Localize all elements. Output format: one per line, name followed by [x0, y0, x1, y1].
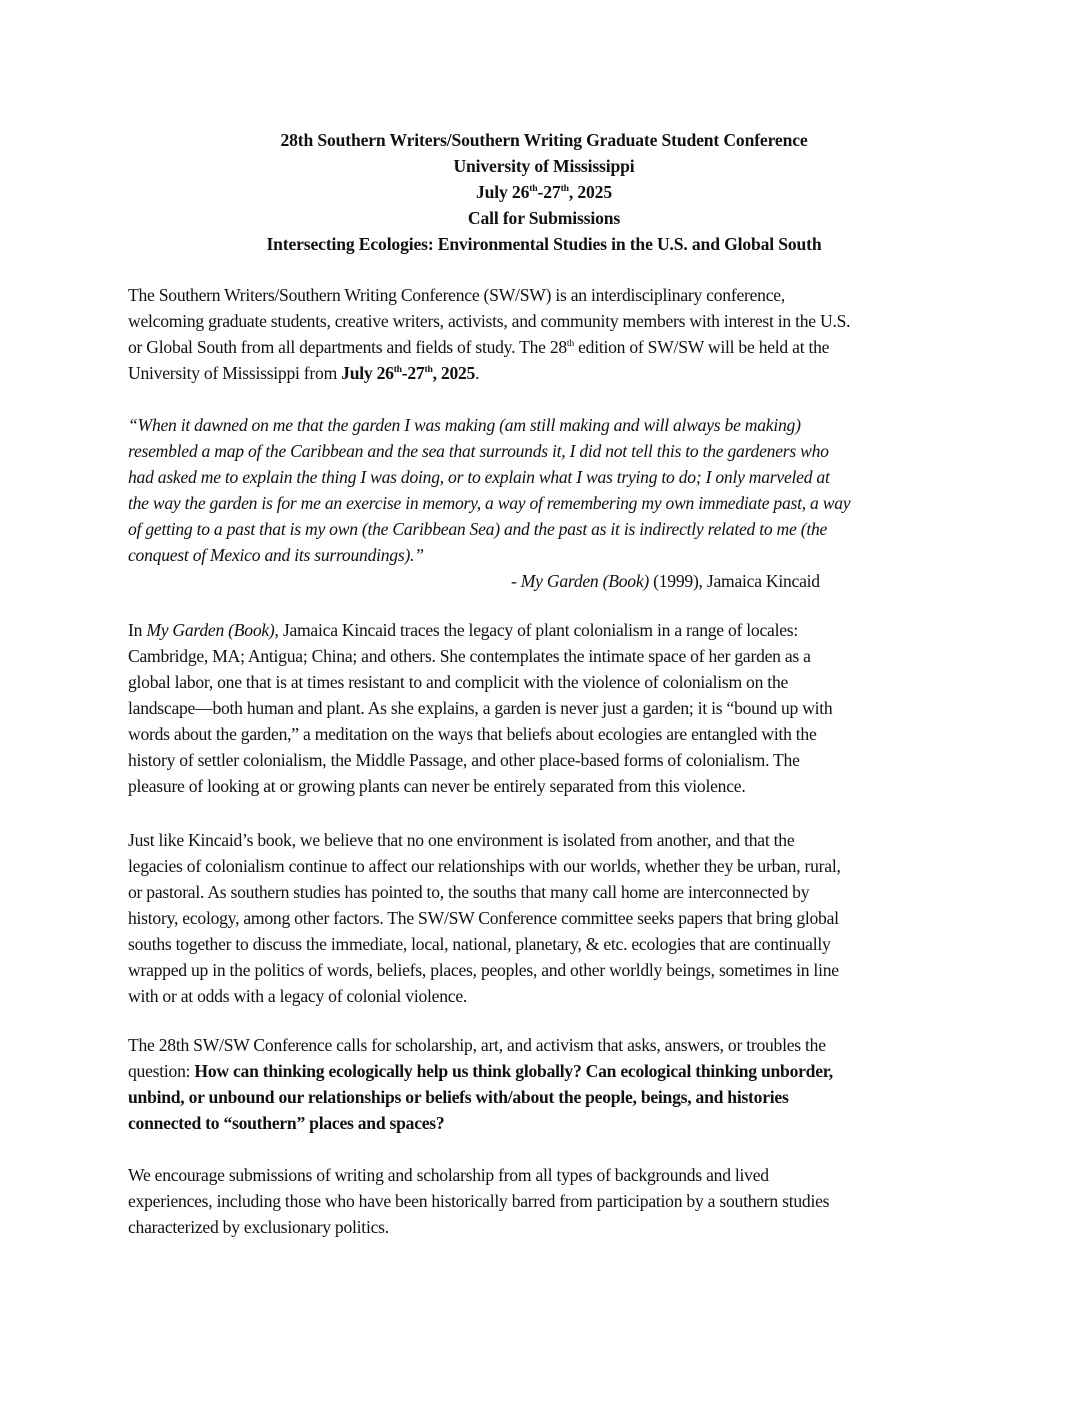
date-end: -27 — [537, 182, 561, 202]
central-question: connected to “southern” places and spaces? — [128, 1113, 445, 1133]
text-run: (1999), Jamaica Kincaid — [649, 571, 820, 591]
encourage-paragraph — [128, 1162, 978, 1240]
text-line: landscape—both human and plant. As she explains, a garden is never just a garden; it is “bound up with — [128, 698, 833, 718]
text-line: experiences, including those who have been historically barred from participation by a southern studies — [128, 1191, 830, 1211]
book-title: My Garden (Book) — [146, 620, 275, 640]
conference-title: 28th Southern Writers/Southern Writing Graduate Student Conference — [280, 130, 808, 150]
souths-paragraph — [128, 827, 978, 1009]
central-question: How can thinking ecologically help us think globally? Can ecological thinking unborder, — [194, 1061, 833, 1081]
text-run: edition of SW/SW will be held at the — [573, 337, 830, 357]
conference-dates — [0, 179, 1088, 205]
document-header — [0, 127, 1088, 257]
text-line: history, ecology, among other factors. The SW/SW Conference committee seeks papers that bring global — [128, 908, 839, 928]
university-name: University of Mississippi — [453, 156, 635, 176]
text-run: . — [475, 363, 480, 383]
date-year: , 2025 — [568, 182, 612, 202]
text-line: Cambridge, MA; Antigua; China; and others. She contemplates the intimate space of her garden as a — [128, 646, 811, 666]
text-run: - — [511, 571, 521, 591]
ordinal-suffix: th — [566, 337, 574, 349]
text-line: or pastoral. As southern studies has pointed to, the souths that many call home are interconnected by — [128, 882, 810, 902]
text-run: July 26 — [341, 363, 394, 383]
text-line: characterized by exclusionary politics. — [128, 1217, 389, 1237]
ordinal-suffix: th — [393, 363, 402, 375]
quote-line: resembled a map of the Caribbean and the sea that surrounds it, I did not tell this to the gardeners who — [128, 441, 829, 461]
quote-line: “When it dawned on me that the garden I was making (am still making and will always be making) — [128, 415, 801, 435]
call-for-submissions-heading: Call for Submissions — [467, 208, 621, 228]
quote-line: had asked me to explain the thing I was doing, or to explain what I was trying to do; I only marveled at — [128, 467, 830, 487]
text-run: question: — [128, 1061, 195, 1081]
text-line: wrapped up in the politics of words, beliefs, places, peoples, and other worldly beings, sometimes in line — [128, 960, 839, 980]
text-line: pleasure of looking at or growing plants can never be entirely separated from this violence. — [128, 776, 746, 796]
central-question: unbind, or unbound our relationships or beliefs with/about the people, beings, and histories — [128, 1087, 789, 1107]
text-line — [128, 334, 978, 360]
ordinal-suffix: th — [560, 182, 569, 194]
text-line — [128, 360, 978, 386]
text-line: global labor, one that is at times resistant to and complicit with the violence of colonialism on the — [128, 672, 789, 692]
text-line: The Southern Writers/Southern Writing Conference (SW/SW) is an interdisciplinary conference, — [128, 285, 785, 305]
text-line: souths together to discuss the immediate, local, national, planetary, & etc. ecologies that are continually — [128, 934, 831, 954]
quote-attribution — [128, 568, 978, 594]
ordinal-suffix: th — [424, 363, 433, 375]
text-run: University of Mississippi from — [128, 363, 342, 383]
book-title: My Garden (Book) — [520, 571, 649, 591]
text-line: words about the garden,” a meditation on the ways that beliefs about ecologies are entangled with the — [128, 724, 817, 744]
text-run: or Global South from all departments and fields of study. The 28 — [128, 337, 567, 357]
ordinal-suffix: th — [529, 182, 538, 194]
conference-theme: Intersecting Ecologies: Environmental Studies in the U.S. and Global South — [266, 234, 822, 254]
text-line: legacies of colonialism continue to affect our relationships with our worlds, whether they be urban, rural, — [128, 856, 841, 876]
text-line: The 28th SW/SW Conference calls for scholarship, art, and activism that asks, answers, or troubles the — [128, 1035, 826, 1055]
intro-paragraph — [128, 282, 978, 386]
text-line: with or at odds with a legacy of colonial violence. — [128, 986, 468, 1006]
quote-line: of getting to a past that is my own (the Caribbean Sea) and the past as it is indirectly related to me (the — [128, 519, 828, 539]
text-line — [128, 1058, 978, 1084]
quote-line: the way the garden is for me an exercise in memory, a way of remembering my own immediate past, a way — [128, 493, 851, 513]
text-line: history of settler colonialism, the Middle Passage, and other place-based forms of colonialism. The — [128, 750, 800, 770]
text-run: , 2025 — [432, 363, 476, 383]
text-line — [128, 617, 978, 643]
text-line: welcoming graduate students, creative writers, activists, and community members with interest in the U.S. — [128, 311, 851, 331]
kincaid-paragraph — [128, 617, 978, 799]
text-run: In — [128, 620, 147, 640]
text-run: , Jamaica Kincaid traces the legacy of plant colonialism in a range of locales: — [274, 620, 799, 640]
text-line: We encourage submissions of writing and scholarship from all types of backgrounds and lived — [128, 1165, 769, 1185]
text-run: -27 — [401, 363, 425, 383]
question-paragraph — [128, 1032, 978, 1136]
text-line: Just like Kincaid’s book, we believe that no one environment is isolated from another, and that the — [128, 830, 795, 850]
date-start: July 26 — [476, 182, 530, 202]
bold-dates — [341, 363, 475, 383]
epigraph-quote — [128, 412, 978, 594]
quote-line: conquest of Mexico and its surroundings).” — [128, 545, 424, 565]
